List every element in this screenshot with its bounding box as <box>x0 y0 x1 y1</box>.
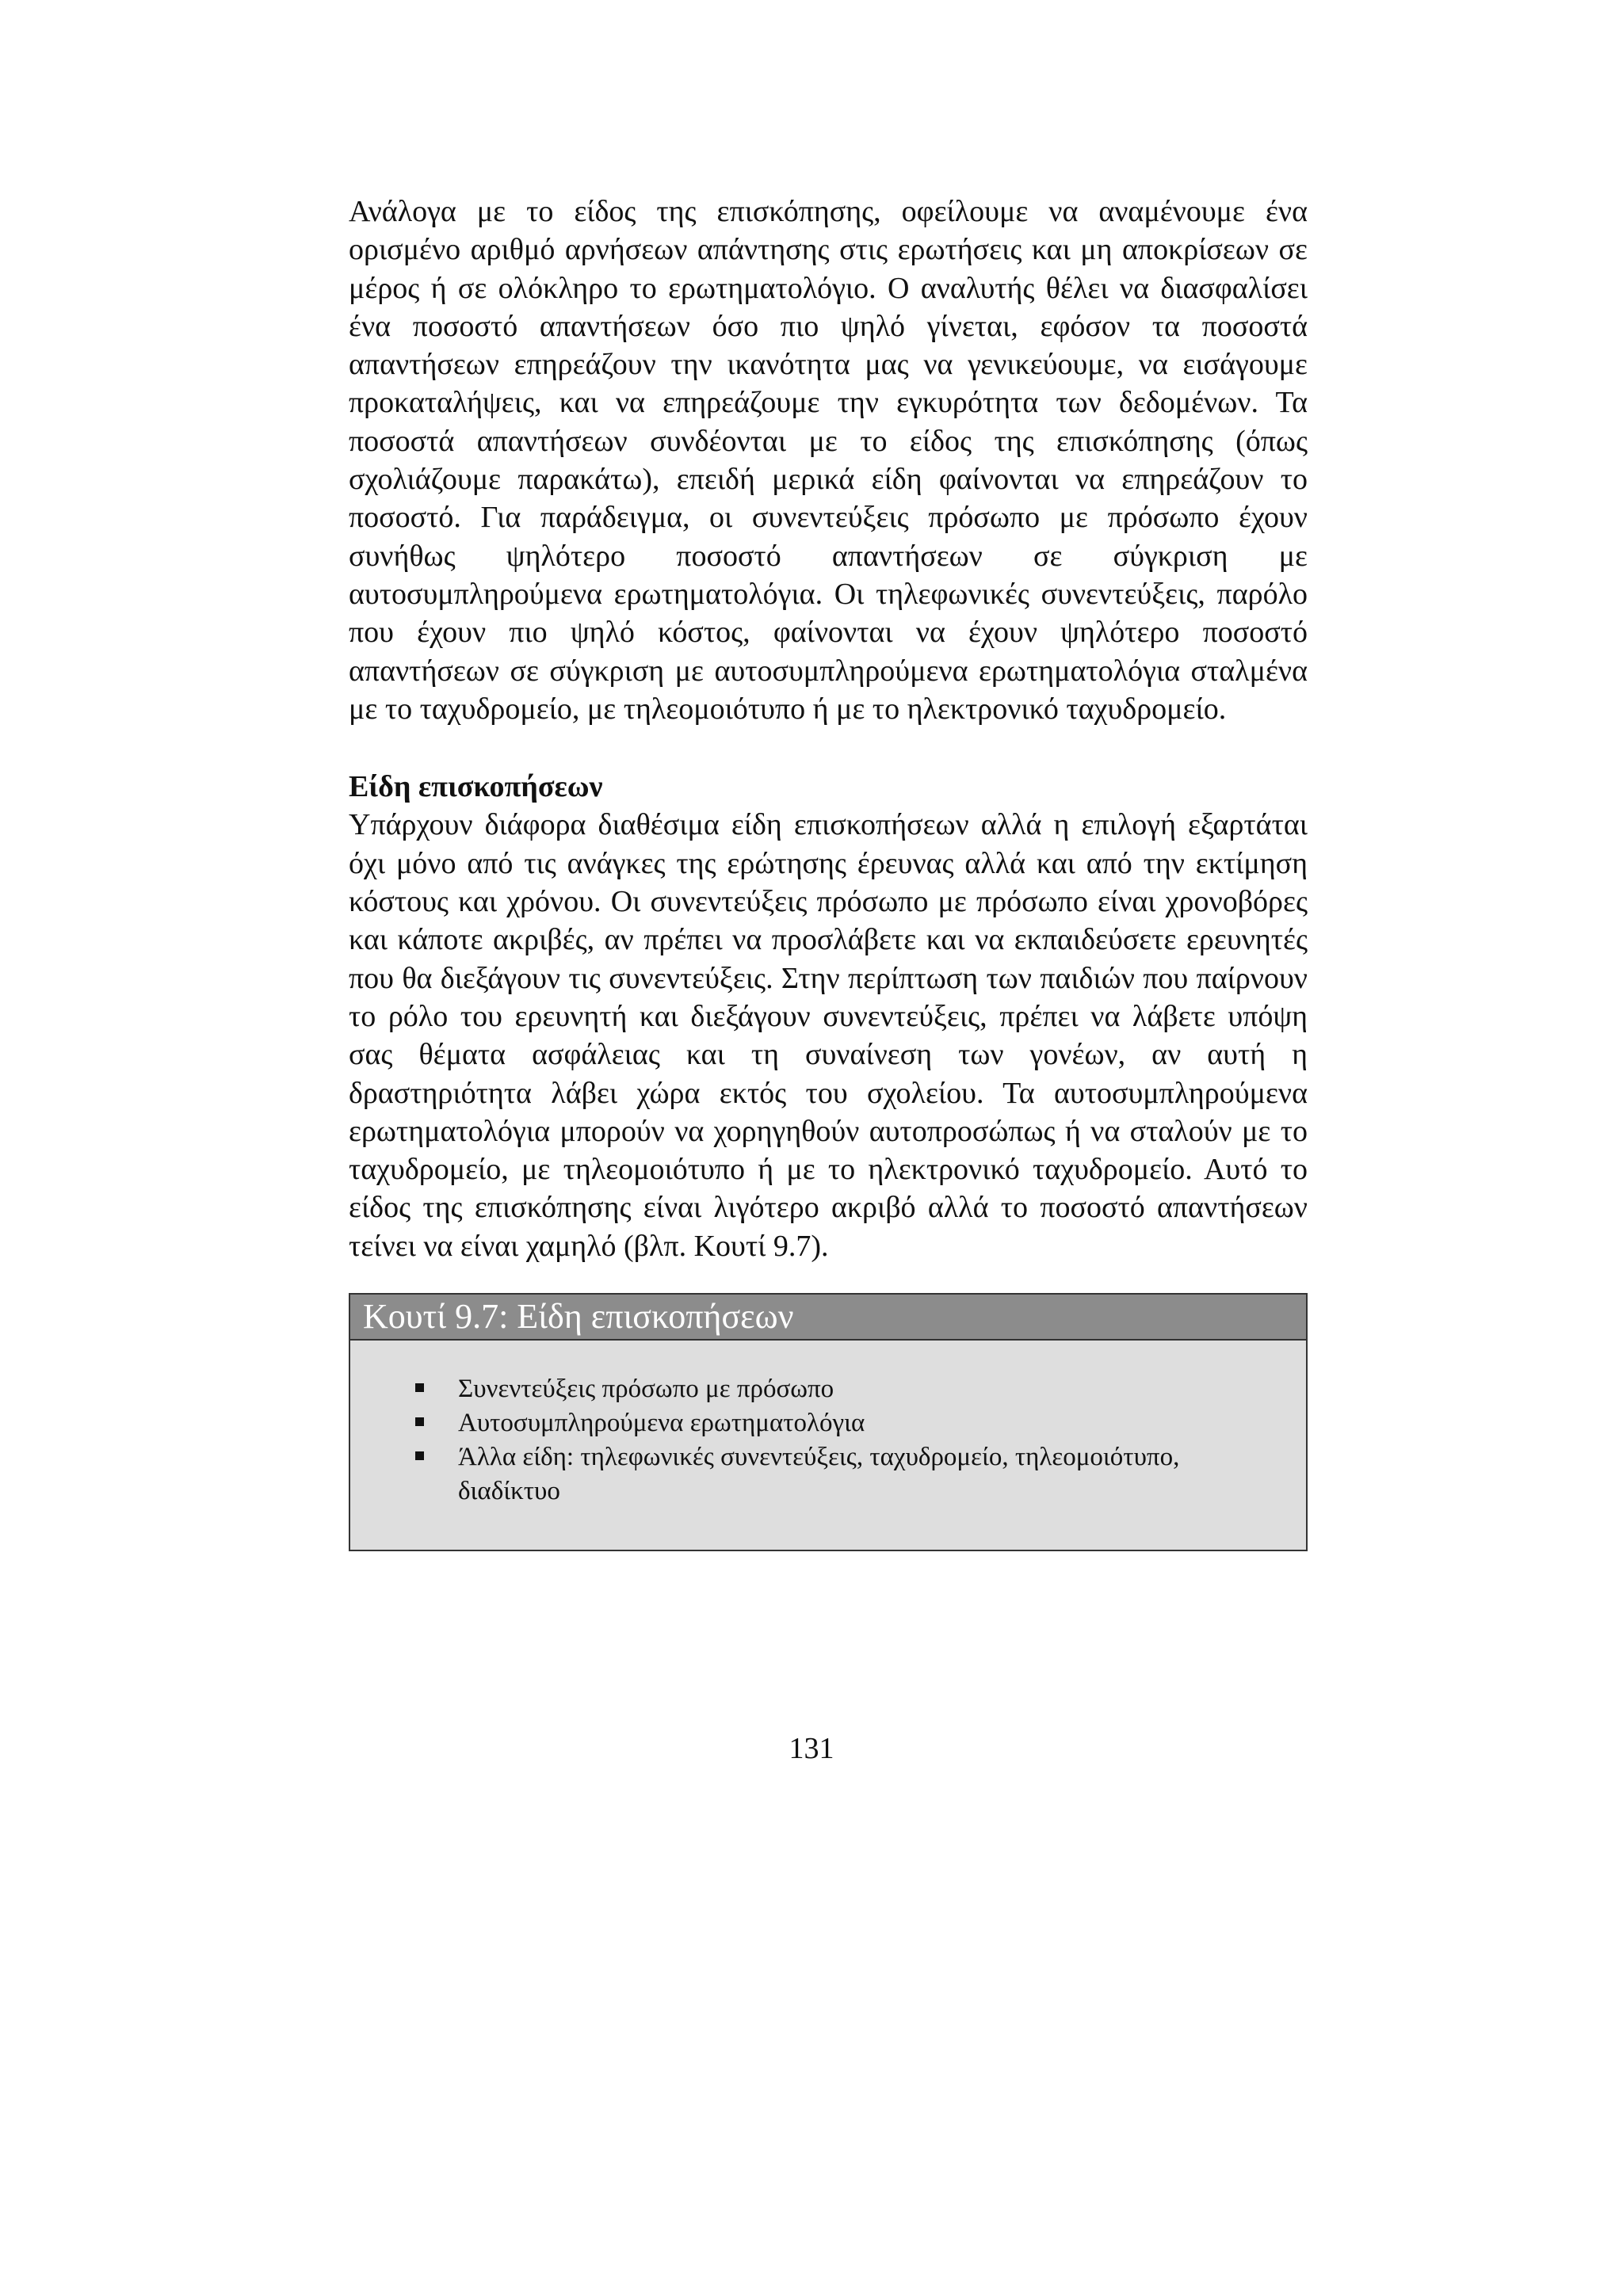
list-item <box>415 1372 1239 1406</box>
list-item <box>415 1440 1239 1508</box>
page-content <box>349 193 1308 1551</box>
list-item-text: Αυτοσυμπληρούμενα ερωτηματολόγια <box>458 1409 865 1438</box>
box-list <box>415 1372 1239 1508</box>
intro-paragraph: Ανάλογα με το είδος της επισκόπησης, οφείλουμε να αναμένουμε ένα ορισμένο αριθμό αρνήσεων απάντησης στις ερωτήσεις και μη αποκρίσεων σε μέρος ή σε ολόκληρο το ερωτηματολόγιο. Ο αναλυτής θέλει να διασφαλίσει ένα ποσοστό απαντήσεων όσο πιο ψηλό γίνεται, εφόσον τα ποσοστά απαντήσεων επηρεάζουν την ικανότητα μας να γενικεύουμε, να εισάγουμε προκαταλήψεις, και να επηρεάζουμε την εγκυρότητα των δεδομένων. Τα ποσοστά απαντήσεων συνδέονται με το είδος της επισκόπησης (όπως σχολιάζουμε παρακάτω), επειδή μερικά είδη φαίνονται να επηρεάζουν το ποσοστό. Για παράδειγμα, οι συνεντεύξεις πρόσωπο με πρόσωπο έχουν συνήθως ψηλότερο ποσοστό απαντήσεων σε σύγκριση με αυτοσυμπληρούμενα ερωτηματολόγια. Οι τηλεφωνικές συνεντεύξεις, παρόλο που έχουν πιο ψηλό κόστος, φαίνονται να έχουν ψηλότερο ποσοστό απαντήσεων σε σύγκριση με αυτοσυμπληρούμενα ερωτηματολόγια σταλμένα με το ταχυδρομείο, με τηλεομοιότυπο ή με το ηλεκτρονικό ταχυδρομείο. <box>349 195 1308 726</box>
square-bullet-icon <box>415 1417 424 1426</box>
square-bullet-icon <box>415 1383 424 1392</box>
info-box <box>349 1293 1308 1551</box>
page-number: 131 <box>789 1732 834 1765</box>
list-item-text: Συνεντεύξεις πρόσωπο με πρόσωπο <box>458 1375 834 1404</box>
section-paragraph: Υπάρχουν διάφορα διαθέσιμα είδη επισκοπήσεων αλλά η επιλογή εξαρτάται όχι μόνο από τις ανάγκες της ερώτησης έρευνας αλλά και από την εκτίμηση κόστους και χρόνου. Οι συνεντεύξεις πρόσωπο με πρόσωπο είναι χρονοβόρες και κάποτε ακριβές, αν πρέπει να προσλάβετε και να εκπαιδεύσετε ερευνητές που θα διεξάγουν τις συνεντεύξεις. Στην περίπτωση των παιδιών που παίρνουν το ρόλο του ερευνητή και διεξάγουν συνεντεύξεις, πρέπει να λάβετε υπόψη σας θέματα ασφάλειας και τη συναίνεση των γονέων, αν αυτή η δραστηριότητα λάβει χώρα εκτός του σχολείου. Τα αυτοσυμπληρούμενα ερωτηματολόγια μπορούν να χορηγηθούν αυτοπροσώπως ή να σταλούν με το ταχυδρομείο, με τηλεομοιότυπο ή με το ηλεκτρονικό ταχυδρομείο. Αυτό το είδος της επισκόπησης είναι λιγότερο ακριβό αλλά το ποσοστό απαντήσεων τείνει να είναι χαμηλό (βλπ. Κουτί 9.7). <box>349 808 1308 1263</box>
square-bullet-icon <box>415 1451 424 1460</box>
list-item-text: Άλλα είδη: τηλεφωνικές συνεντεύξεις, ταχυδρομείο, τηλεομοιότυπο, διαδίκτυο <box>458 1443 1180 1506</box>
list-item <box>415 1406 1239 1440</box>
section-heading: Είδη επισκοπήσεων <box>349 770 603 804</box>
box-title: Κουτί 9.7: Είδη επισκοπήσεων <box>350 1295 1306 1341</box>
